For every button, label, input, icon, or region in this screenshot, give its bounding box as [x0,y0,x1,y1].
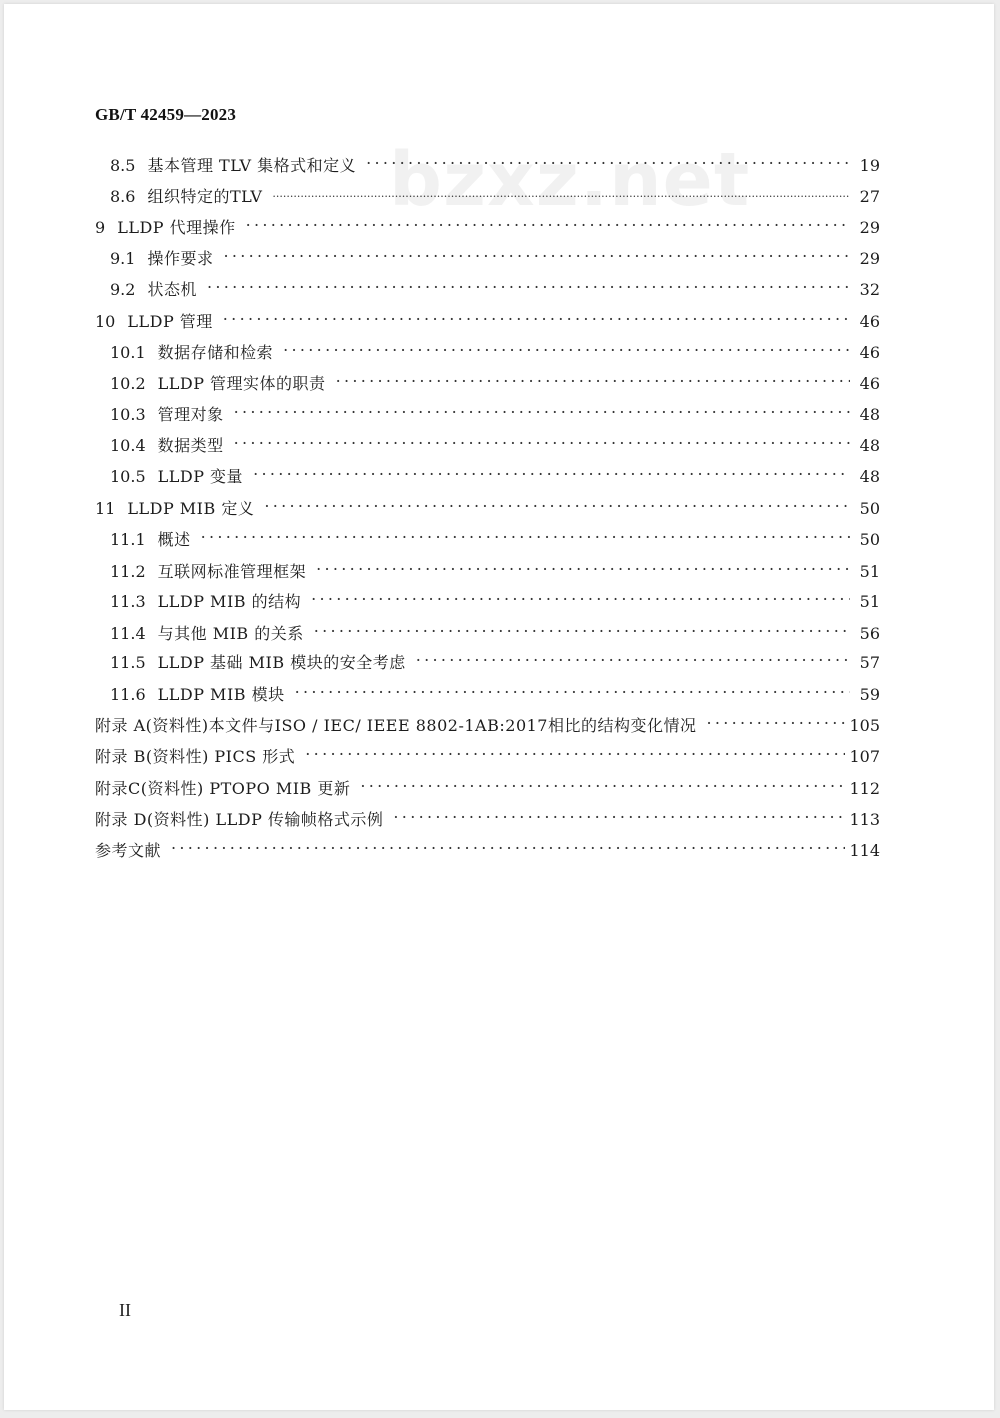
toc-entry-title: 组织特定的TLV [147,187,263,206]
toc-entry[interactable] [95,738,880,766]
toc-entry-page: 48 [859,436,880,455]
toc-leader-dots [706,707,845,731]
toc-entry[interactable] [110,583,880,611]
toc-entry-number: 9.2 [110,280,136,299]
toc-entry-page: 51 [859,562,880,581]
toc-entry-title: LLDP MIB 模块 [157,685,285,704]
toc-entry-title: LLDP 变量 [157,467,244,486]
toc-entry[interactable] [110,676,880,704]
toc-entry[interactable] [110,615,880,643]
toc-entry[interactable] [110,458,880,486]
toc-entry-page: 112 [849,779,880,798]
toc-entry-page: 50 [859,499,880,518]
page-number: II [119,1300,131,1320]
toc-leader-dots [201,521,850,545]
toc-entry-page: 29 [859,249,880,268]
toc-leader-dots [283,334,850,358]
toc-leader-dots [311,583,850,607]
toc-entry-title: LLDP 管理 [127,312,213,331]
toc-entry-page: 27 [859,187,880,206]
watermark: bzxz.net [389,137,751,223]
toc-entry-number: 9 [95,218,106,237]
toc-entry[interactable] [110,240,880,268]
toc-entry-number: 8.6 [110,187,136,206]
toc-entry[interactable] [110,178,880,206]
toc-entry-title: 状态机 [147,280,197,299]
toc-entry-page: 114 [849,841,880,860]
toc-entry-number: 11.6 [110,685,146,704]
toc-entry-page: 32 [859,280,880,299]
toc-entry-number: 11 [95,499,116,518]
toc-entry-title: LLDP MIB 定义 [127,499,255,518]
toc-leader-dots [295,676,850,700]
toc-entry-number: 10.1 [110,343,146,362]
toc-entry-title: LLDP MIB 的结构 [157,592,302,611]
toc-entry[interactable] [95,209,880,237]
toc-entry[interactable] [110,553,880,581]
toc-entry[interactable] [95,303,880,331]
toc-entry-page: 107 [849,747,880,766]
toc-leader-dots [234,427,850,451]
toc-entry-title: 附录 D(资料性) LLDP 传输帧格式示例 [95,810,384,829]
toc-leader-dots [393,801,845,825]
toc-leader-dots [223,240,850,264]
toc-entry[interactable] [110,334,880,362]
toc-entry-page: 19 [859,156,880,175]
toc-leader-dots [416,644,850,668]
toc-leader-dots [360,770,845,794]
standard-number: GB/T 42459—2023 [95,105,237,124]
toc-entry-title: 管理对象 [157,405,224,424]
toc-entry-page: 48 [859,467,880,486]
toc-entry-number: 11.5 [110,653,146,672]
toc-entry-number: 10.5 [110,467,146,486]
toc-entry-number: 11.4 [110,624,146,643]
toc-entry-page: 56 [859,624,880,643]
toc-entry[interactable] [110,427,880,455]
toc-leader-dots [207,271,850,295]
toc-entry-page: 50 [859,530,880,549]
toc-entry-title: 与其他 MIB 的关系 [157,624,304,643]
toc-entry-page: 29 [859,218,880,237]
toc-leader-dots [264,490,850,514]
toc-entry[interactable] [110,521,880,549]
toc-entry[interactable] [95,801,880,829]
toc-entry[interactable] [110,365,880,393]
toc-entry-page: 48 [859,405,880,424]
toc-entry-number: 11.1 [110,530,146,549]
toc-leader-dots [272,178,850,202]
toc-entry[interactable] [110,271,880,299]
toc-entry-title: LLDP 代理操作 [117,218,236,237]
toc-entry[interactable] [95,770,880,798]
toc-leader-dots [366,147,850,171]
toc-entry-number: 10 [95,312,116,331]
toc-entry-page: 113 [849,810,880,829]
toc-entry-title: LLDP 基础 MIB 模块的安全考虑 [157,653,406,672]
toc-entry-title: 互联网标准管理框架 [157,562,307,581]
toc-entry[interactable] [110,396,880,424]
toc-entry-page: 46 [859,343,880,362]
toc-leader-dots [234,396,850,420]
toc-entry-page: 59 [859,685,880,704]
toc-entry-page: 51 [859,592,880,611]
toc-leader-dots [316,553,850,577]
toc-entry-title: 附录 B(资料性) PICS 形式 [95,747,296,766]
toc-leader-dots [305,738,845,762]
toc-entry-page: 105 [849,716,880,735]
document-page [4,4,994,1410]
toc-entry-number: 11.2 [110,562,146,581]
toc-entry-title: 概述 [157,530,191,549]
toc-entry-title: LLDP 管理实体的职责 [157,374,326,393]
toc-entry-title: 参考文献 [95,841,162,860]
toc-entry-page: 57 [859,653,880,672]
toc-entry-number: 10.2 [110,374,146,393]
toc-entry[interactable] [110,147,880,175]
toc-entry-number: 11.3 [110,592,146,611]
toc-entry-number: 9.1 [110,249,136,268]
toc-leader-dots [223,303,850,327]
toc-entry-page: 46 [859,312,880,331]
toc-entry[interactable] [110,644,880,672]
toc-entry-number: 10.4 [110,436,146,455]
toc-entry-title: 操作要求 [147,249,214,268]
toc-leader-dots [253,458,850,482]
toc-entry-title: 基本管理 TLV 集格式和定义 [147,156,357,175]
toc-leader-dots [336,365,850,389]
toc-entry-number: 10.3 [110,405,146,424]
toc-entry-page: 46 [859,374,880,393]
toc-entry-number: 8.5 [110,156,136,175]
toc-leader-dots [171,832,845,856]
toc-entry[interactable] [95,707,880,735]
toc-entry-title: 附录C(资料性) PTOPO MIB 更新 [95,779,351,798]
toc-entry-title: 数据类型 [157,436,224,455]
toc-entry-title: 附录 A(资料性)本文件与ISO / IEC/ IEEE 8802-1AB:2017相比的结构变化情况 [95,716,697,735]
toc-entry[interactable] [95,832,880,860]
toc-entry-title: 数据存储和检索 [157,343,274,362]
toc-leader-dots [246,209,850,233]
toc-entry[interactable] [95,490,880,518]
toc-leader-dots [314,615,850,639]
